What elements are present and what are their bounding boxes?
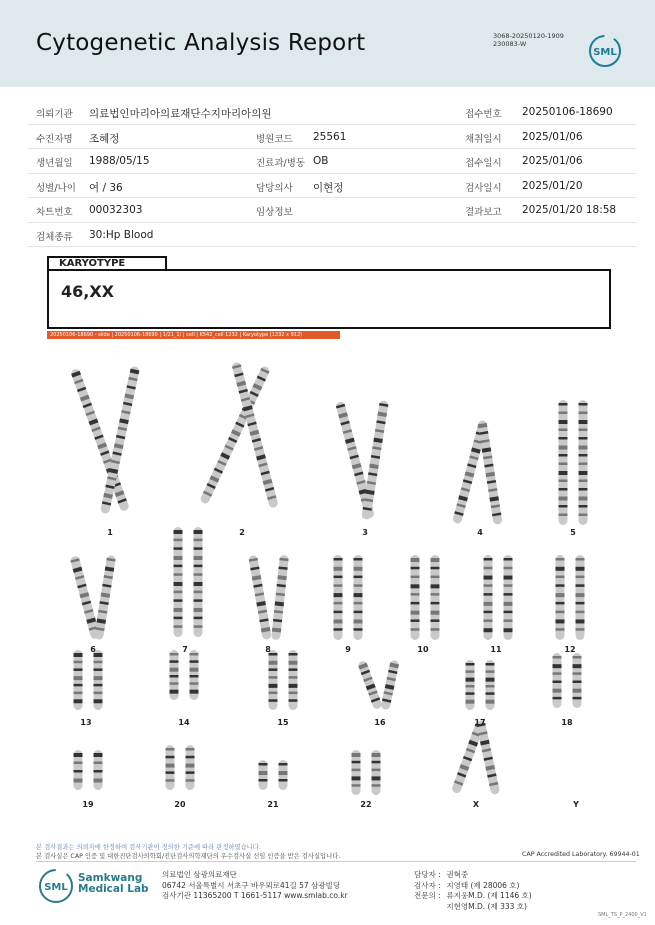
chromosome-label-6: 6 bbox=[90, 645, 96, 654]
chromosome-label-2: 2 bbox=[239, 528, 245, 537]
doctor-name: 이현정 bbox=[313, 181, 344, 194]
chromosome-label-16: 16 bbox=[374, 718, 386, 727]
receipt-number: 20250106-18690 bbox=[522, 106, 613, 118]
company-name: Samkwang Medical Lab bbox=[78, 872, 149, 895]
chromosome-22-homolog bbox=[372, 750, 381, 795]
sex-age: 여 / 36 bbox=[89, 181, 123, 194]
requesting-institution: 의료법인마리아의료재단수지마리아의원 bbox=[89, 108, 272, 120]
report-title: Cytogenetic Analysis Report bbox=[36, 30, 366, 56]
chromosome-18-homolog bbox=[553, 653, 562, 708]
svg-text:SML: SML bbox=[593, 47, 617, 58]
chromosome-label-14: 14 bbox=[178, 718, 190, 727]
chromosome-label-13: 13 bbox=[80, 718, 92, 727]
exam-date: 2025/01/20 bbox=[522, 179, 583, 192]
karyogram-image bbox=[40, 345, 620, 820]
footer-accreditation-note: 본 검사실은 CAP 인증 및 대한진단검사의학회/진단검사의학재단의 우수검사실 신임 인증을 받은 검사실입니다. bbox=[36, 853, 341, 860]
chromosome-label-8: 8 bbox=[265, 645, 271, 654]
chromosome-16-homolog bbox=[380, 660, 399, 711]
chromosome-label-5: 5 bbox=[570, 528, 576, 537]
chromosome-12-homolog bbox=[556, 555, 565, 640]
birth-date: 1988/05/15 bbox=[89, 155, 150, 167]
chromosome-17-homolog bbox=[486, 660, 495, 710]
chromosome-6-homolog bbox=[70, 555, 101, 639]
cap-accreditation: CAP Accredited Laboratory. 69944-01 bbox=[522, 851, 640, 858]
chromosome-14-homolog bbox=[170, 650, 179, 700]
staff-list: 담당자 : 권혁중 검사자 : 지영태 (제 28006 호) 전문의 : 류지웅M.D. (제 1146 호) 지현영M.D. (제 333 호) bbox=[414, 870, 532, 911]
chromosome-20-homolog bbox=[186, 745, 195, 790]
chromosome-4-homolog bbox=[477, 420, 502, 525]
receipt-date: 2025/01/06 bbox=[522, 155, 583, 167]
chromosome-label-22: 22 bbox=[360, 800, 372, 809]
department: OB bbox=[313, 155, 329, 167]
result-report-date: 2025/01/20 18:58 bbox=[522, 204, 617, 216]
document-code: 3068-20250120-1909 230083-W bbox=[493, 32, 564, 48]
chromosome-label-18: 18 bbox=[561, 718, 573, 727]
karyotype-meta-bar: 20250106-18690 - slide | 20250106-18690 | 1/21_1/ | cell | K542_cell 1232 | Karyotype (1232 x 912) bbox=[47, 331, 340, 339]
svg-text:SML: SML bbox=[44, 882, 68, 893]
karyotype-value: 46,XX bbox=[61, 282, 115, 301]
chromosome-12-homolog bbox=[576, 555, 585, 640]
info-row: 차트번호 00032303 임상정보 결과보고 2025/01/20 18:58 bbox=[28, 198, 636, 223]
footer-divider bbox=[36, 861, 636, 862]
footer-note: 본 검사결과는 의뢰자에 한정하여 검사기관이 정의한 기준에 따라 판정하였습니다. bbox=[36, 844, 261, 851]
chromosome-5-homolog bbox=[579, 400, 588, 525]
chromosome-label-10: 10 bbox=[417, 645, 429, 654]
report-header bbox=[0, 0, 655, 87]
chromosome-x-homolog bbox=[476, 720, 500, 795]
chromosome-8-homolog bbox=[271, 555, 289, 640]
chromosome-label-3: 3 bbox=[362, 528, 368, 537]
chromosome-15-homolog bbox=[269, 650, 278, 710]
chromosome-label-1: 1 bbox=[107, 528, 113, 537]
chromosome-8-homolog bbox=[248, 555, 272, 640]
company-address: 의료법인 삼광의료재단 06742 서울특별시 서초구 바우뫼로41길 57 삼광빌딩 검사기관 11365200 T 1661-5117 www.smlab.co.kr bbox=[162, 870, 348, 900]
chromosome-7-homolog bbox=[194, 527, 203, 637]
chromosome-16-homolog bbox=[357, 660, 383, 710]
chromosome-19-homolog bbox=[94, 750, 103, 790]
patient-info-table bbox=[28, 100, 636, 247]
chromosome-21-homolog bbox=[259, 760, 268, 790]
chromosome-label-x: X bbox=[472, 800, 480, 809]
sml-footer-logo-icon bbox=[38, 868, 74, 904]
chromosome-9-homolog bbox=[354, 555, 363, 640]
chromosome-17-homolog bbox=[466, 660, 475, 710]
chromosome-2-homolog bbox=[199, 365, 271, 505]
chromosome-label-11: 11 bbox=[490, 645, 502, 654]
chromosome-18-homolog bbox=[573, 653, 582, 708]
chromosome-label-4: 4 bbox=[477, 528, 483, 537]
chromosome-label-20: 20 bbox=[174, 800, 186, 809]
info-row: 성별/나이 여 / 36 담당의사 이현정 검사일시 2025/01/20 bbox=[28, 174, 636, 199]
chromosome-21-homolog bbox=[279, 760, 288, 790]
chromosome-label-9: 9 bbox=[345, 645, 351, 654]
info-row: 검체종류 30:Hp Blood bbox=[28, 223, 636, 248]
chromosome-label-y: Y bbox=[573, 800, 579, 809]
chromosome-13-homolog bbox=[74, 650, 83, 710]
chromosome-6-homolog bbox=[94, 555, 116, 640]
chromosome-label-21: 21 bbox=[267, 800, 279, 809]
karyotype-result-box bbox=[47, 269, 611, 329]
chromosome-label-7: 7 bbox=[182, 645, 188, 654]
chromosome-label-19: 19 bbox=[82, 800, 94, 809]
chromosome-22-homolog bbox=[352, 750, 361, 795]
chromosome-19-homolog bbox=[74, 750, 83, 790]
ward-code: 25561 bbox=[313, 130, 347, 143]
chromosome-11-homolog bbox=[484, 555, 493, 640]
info-row: 의뢰기관 의료법인마리아의료재단수지마리아의원 접수번호 20250106-18690 bbox=[28, 100, 636, 125]
chromosome-label-15: 15 bbox=[277, 718, 289, 727]
form-code: SML_TS_P_2400_V1 bbox=[598, 912, 647, 918]
patient-name: 조혜정 bbox=[89, 132, 120, 145]
sml-logo-icon bbox=[588, 34, 622, 68]
chromosome-9-homolog bbox=[334, 555, 343, 640]
info-row: 수진자명 조혜정 병원코드 25561 채취일시 2025/01/06 bbox=[28, 125, 636, 150]
chart-number: 00032303 bbox=[89, 204, 143, 216]
chromosome-10-homolog bbox=[411, 555, 420, 640]
specimen-type: 30:Hp Blood bbox=[89, 228, 154, 241]
chromosome-20-homolog bbox=[166, 745, 175, 790]
info-row: 생년월일 1988/05/15 진료과/병동 OB 접수일시 2025/01/06 bbox=[28, 149, 636, 174]
chromosome-15-homolog bbox=[289, 650, 298, 710]
chromosome-label-12: 12 bbox=[564, 645, 576, 654]
chromosome-11-homolog bbox=[504, 555, 513, 640]
chromosome-10-homolog bbox=[431, 555, 440, 640]
karyotype-tab: KARYOTYPE bbox=[47, 256, 167, 269]
chromosome-5-homolog bbox=[559, 400, 568, 525]
chromosome-3-homolog bbox=[361, 400, 389, 520]
collection-date: 2025/01/06 bbox=[522, 130, 583, 143]
chromosome-label-17: 17 bbox=[474, 718, 486, 727]
chromosome-14-homolog bbox=[190, 650, 199, 700]
chromosome-7-homolog bbox=[174, 527, 183, 637]
chromosome-13-homolog bbox=[94, 650, 103, 710]
